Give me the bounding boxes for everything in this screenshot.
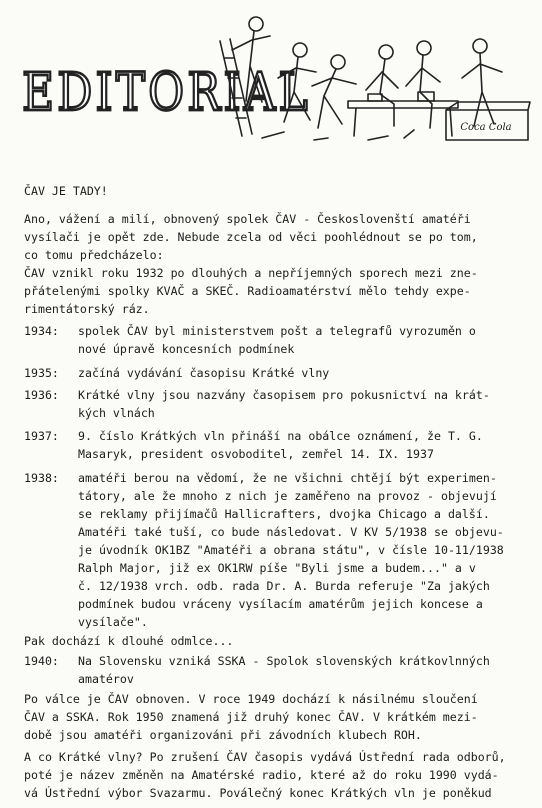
- header-illustration: [218, 6, 533, 148]
- intro-line: co tomu předcházelo:: [24, 248, 164, 262]
- after-war-line: Po válce je ČAV obnoven. V roce 1949 dochází k násilnému sloučení: [24, 692, 478, 706]
- timeline-text: tátory, ale že mnoho z nich je zaměřeno na provoz - objevují: [78, 489, 497, 503]
- timeline-text: Ralph Major, již ex OK1RW píše "Byli jsme a budem..." a v: [78, 561, 476, 575]
- intro-line: vysílači je opět zde. Nebude zcela od věci poohlédnout se po tom,: [24, 230, 478, 244]
- timeline-text: podmínek budou vráceny vysílacím amatérům jejich koncese a: [78, 597, 483, 611]
- header: [0, 0, 542, 160]
- timeline-year: 1934:: [24, 324, 59, 338]
- timeline-year: 1937:: [24, 429, 59, 443]
- timeline-text: začíná vydávání časopisu Krátké vlny: [78, 366, 330, 380]
- timeline-text: Na Slovensku vzniká SSKA - Spolok slovenských krátkovlnných: [78, 654, 490, 668]
- after-war-line: době jsou amatéři organizováni při závodních klubech ROH.: [24, 728, 422, 742]
- timeline-text: nové úpravě koncesních podmínek: [78, 342, 295, 356]
- after-war-line: ČAV a SSKA. Rok 1950 znamená již druhý konec ČAV. V krátkém mezi-: [24, 710, 478, 724]
- timeline-text: kých vlnách: [78, 406, 155, 420]
- timeline-year: 1940:: [24, 654, 59, 668]
- question-line: vá Ústřední výbor Svazarmu. Poválečný konec Krátkých vln je poněkud: [24, 786, 492, 800]
- heading: ČAV JE TADY!: [24, 184, 108, 198]
- timeline-text: Krátké vlny jsou nazvány časopisem pro pokusnictví na krát-: [78, 388, 490, 402]
- timeline-text: amatéři berou na vědomí, že ne všichni chtějí být experimen-: [78, 471, 497, 485]
- intro-line: Ano, vážení a milí, obnovený spolek ČAV - Českoslovenští amatéři: [24, 212, 471, 226]
- timeline-year: 1936:: [24, 388, 59, 402]
- timeline-text: vysílače".: [78, 615, 148, 629]
- pause-line: Pak dochází k dlouhé odmlce...: [24, 634, 234, 648]
- timeline-text: Amatéři také tuší, co bude následovat. V KV 5/1938 se objevu-: [78, 525, 504, 539]
- timeline-text: spolek ČAV byl ministerstvem pošt a telegrafů vyrozuměn o: [78, 324, 476, 338]
- coca-cola-sign: Coca Cola: [460, 122, 512, 133]
- question-line: A co Krátké vlny? Po zrušení ČAV časopis vydává Ústřední rada odborů,: [24, 750, 506, 764]
- question-line: poté je název změněn na Amatérské radio, které až do roku 1990 vydá-: [24, 768, 499, 782]
- timeline-text: se reklamy přijímačů Hallicrafters, dvojka Chicago a další.: [78, 507, 490, 521]
- timeline-text: č. 12/1938 vrch. odb. rada Dr. A. Burda referuje "Za jakých: [78, 579, 490, 593]
- timeline-text: 9. číslo Krátkých vln přináší na obálce oznámení, že T. G.: [78, 429, 483, 443]
- timeline-year: 1938:: [24, 471, 59, 485]
- timeline-text: amatérov: [78, 672, 134, 686]
- origin-line: ČAV vznikl roku 1932 po dlouhých a nepříjemných sporech mezi zne-: [24, 266, 478, 280]
- timeline-year: 1935:: [24, 366, 59, 380]
- timeline-text: Masaryk, president osvoboditel, zemřel 14. IX. 1937: [78, 447, 434, 461]
- origin-line: přátelenými spolky KVAČ a SKEČ. Radioamatérství mělo tehdy expe-: [24, 284, 471, 298]
- origin-line: rimentátorský ráz.: [24, 302, 150, 316]
- editorial-title: EDITORIAL: [22, 62, 311, 124]
- timeline-text: je úvodník OK1BZ "Amatéři a obrana státu", v čísle 10-11/1938: [78, 543, 504, 557]
